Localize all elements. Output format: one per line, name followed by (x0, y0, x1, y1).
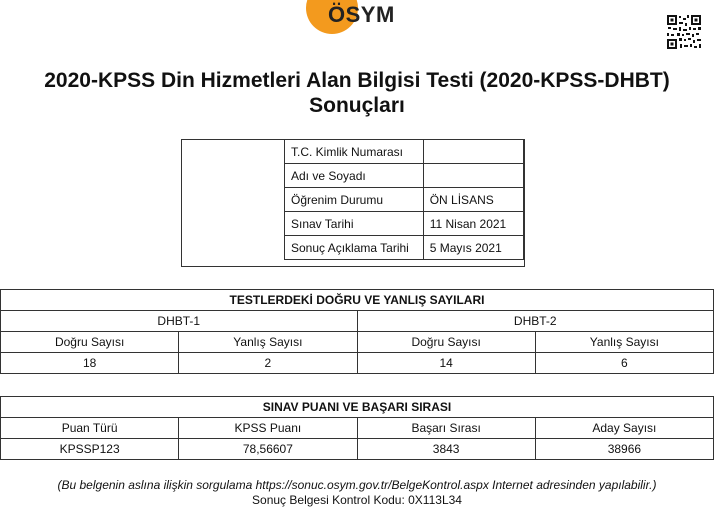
info-label: T.C. Kimlik Numarası (285, 140, 424, 164)
score-table (0, 396, 714, 460)
title-line-2: Sonuçları (309, 94, 405, 117)
info-value: 11 Nisan 2021 (423, 212, 523, 236)
info-row (285, 236, 524, 260)
info-row (285, 140, 524, 164)
osym-logo (306, 0, 406, 48)
table-cell: 2 (179, 353, 357, 374)
candidate-info-table (284, 139, 524, 260)
logo-text: ÖSYM (328, 2, 395, 27)
info-row (285, 164, 524, 188)
footer (0, 478, 714, 508)
group-dhbt2: DHBT-2 (357, 311, 714, 332)
column-header: KPSS Puanı (179, 418, 357, 439)
table-cell: 78,56607 (179, 439, 357, 460)
info-value: 5 Mayıs 2021 (423, 236, 523, 260)
info-label: Sınav Tarihi (285, 212, 424, 236)
column-header: Aday Sayısı (535, 418, 713, 439)
table-cell: 3843 (357, 439, 535, 460)
info-row (285, 212, 524, 236)
column-header: Yanlış Sayısı (179, 332, 357, 353)
column-header: Puan Türü (1, 418, 179, 439)
group-dhbt1: DHBT-1 (1, 311, 358, 332)
table-cell: 6 (535, 353, 713, 374)
qr-code-icon (666, 14, 702, 50)
column-header: Doğru Sayısı (1, 332, 179, 353)
verification-note: (Bu belgenin aslına ilişkin sorgulama https://sonuc.osym.gov.tr/BelgeKontrol.aspx Internet adresinden yapılabilir.) (57, 478, 657, 492)
info-value (423, 140, 523, 164)
info-label: Adı ve Soyadı (285, 164, 424, 188)
title-line-1: 2020-KPSS Din Hizmetleri Alan Bilgisi Testi (2020-KPSS-DHBT) (44, 69, 670, 92)
table-cell: 38966 (535, 439, 713, 460)
photo-area (182, 140, 284, 266)
answers-table (0, 289, 714, 374)
info-label: Öğrenim Durumu (285, 188, 424, 212)
answers-heading: TESTLERDEKİ DOĞRU VE YANLIŞ SAYILARI (1, 290, 714, 311)
info-label: Sonuç Açıklama Tarihi (285, 236, 424, 260)
control-code: Sonuç Belgesi Kontrol Kodu: 0X113L34 (252, 493, 462, 507)
column-header: Yanlış Sayısı (535, 332, 713, 353)
table-cell: 14 (357, 353, 535, 374)
table-cell: KPSSP123 (1, 439, 179, 460)
column-header: Doğru Sayısı (357, 332, 535, 353)
column-header: Başarı Sırası (357, 418, 535, 439)
info-value: ÖN LİSANS (423, 188, 523, 212)
info-row (285, 188, 524, 212)
table-cell: 18 (1, 353, 179, 374)
score-heading: SINAV PUANI VE BAŞARI SIRASI (1, 397, 714, 418)
page-title (0, 68, 714, 118)
info-value (423, 164, 523, 188)
candidate-info-box (181, 139, 525, 267)
